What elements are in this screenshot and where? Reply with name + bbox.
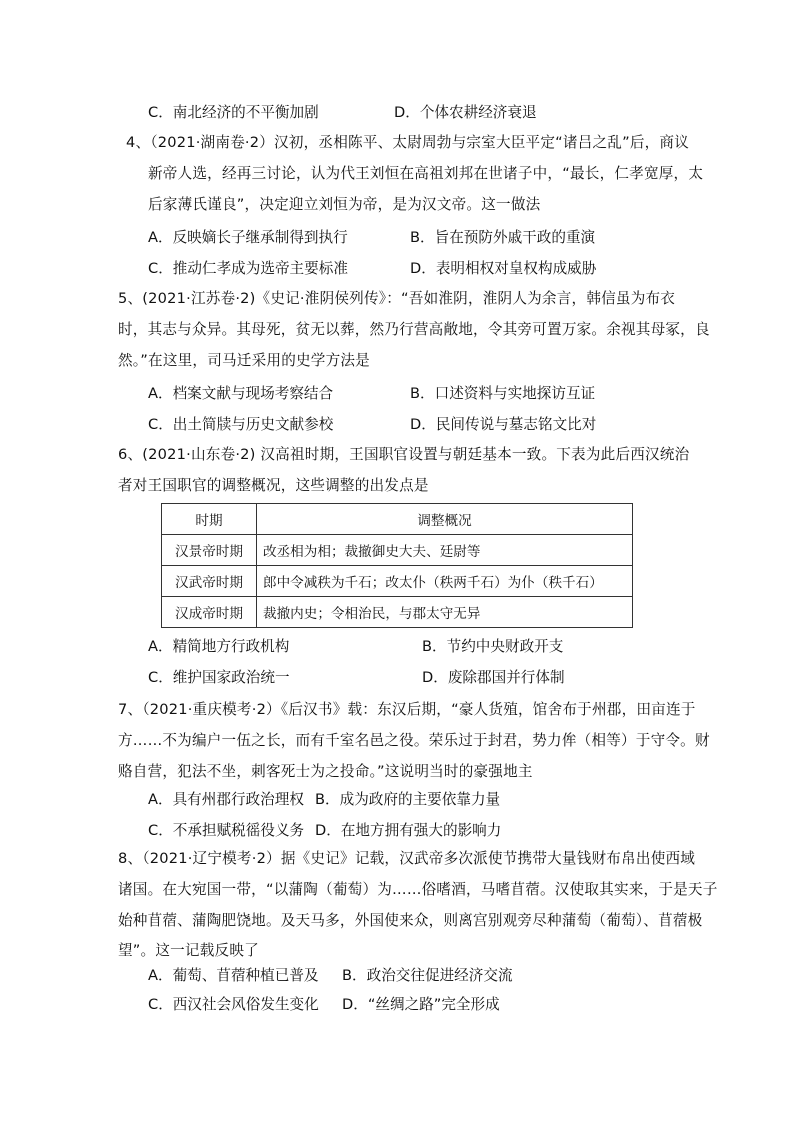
q3-option-c: C．南北经济的不平衡加剧 (148, 104, 319, 121)
q8-stem-line-1: 8、（2021·辽宁模考·2）据《史记》记载，汉武帝多次派使节携带大量钱财布帛出使西域 (118, 850, 696, 867)
q5-stem-line-2: 时，其志与众异。其母死，贫无以葬，然乃行营高敞地，令其旁可置万家。余视其母冢，良 (118, 321, 710, 338)
q6-option-b: B．节约中央财政开支 (422, 638, 564, 655)
q4-option-d: D．表明相权对皇权构成威胁 (410, 260, 597, 277)
q4-option-b: B．旨在预防外戚干政的重演 (410, 229, 596, 246)
q8-stem-line-4: 望”。这一记载反映了 (118, 942, 259, 959)
q7-option-c: C．不承担赋税徭役义务 (148, 822, 305, 839)
q8-option-b: B．政治交往促进经济交流 (342, 967, 513, 984)
table-row (162, 566, 633, 597)
q7-stem-line-3: 赂自营，犯法不坐，刺客死士为之投命。”这说明当时的豪强地主 (118, 763, 533, 780)
table-header-row (162, 504, 633, 535)
table-cell-period: 汉武帝时期 (162, 566, 257, 597)
q8-option-d: D．“丝绸之路”完全形成 (342, 996, 500, 1013)
q4-stem-line-1: 4、（2021·湖南卷·2）汉初，丞相陈平、太尉周勃与宗室大臣平定“诸吕之乱”后，商议 (126, 134, 690, 151)
q8-option-a: A．葡萄、苜蓿种植已普及 (148, 967, 319, 984)
q4-stem-line-3: 后家薄氏谨良”，决定迎立刘恒为帝，是为汉文帝。这一做法 (148, 196, 541, 213)
q6-stem-line-2: 者对王国职官的调整概况，这些调整的出发点是 (118, 477, 429, 494)
q7-option-d: D．在地方拥有强大的影响力 (315, 822, 502, 839)
table-row (162, 535, 633, 566)
q6-option-d: D．废除郡国并行体制 (422, 669, 565, 686)
table-cell-summary: 改丞相为相；裁撤御史大夫、廷尉等 (257, 535, 633, 566)
q6-stem-line-1: 6、(2021·山东卷·2) 汉高祖时期，王国职官设置与朝廷基本一致。下表为此后西汉统治 (118, 446, 690, 463)
adjustment-table (161, 503, 633, 628)
q4-option-a: A．反映嫡长子继承制得到执行 (148, 229, 348, 246)
table-cell-period: 汉景帝时期 (162, 535, 257, 566)
q7-stem-line-2: 方……不为编户一伍之长，而有千室名邑之役。荣乐过于封君，势力侔（相等）于守令。财 (118, 732, 710, 749)
q6-option-a: A．精简地方行政机构 (148, 638, 290, 655)
q8-stem-line-2: 诸国。在大宛国一带，“以蒲陶（葡萄）为……俗嗜酒，马嗜苜蓿。汉使取其实来，于是天子 (118, 881, 718, 898)
table-row (162, 597, 633, 628)
table-cell-summary: 裁撤内史；令相治民，与郡太守无异 (257, 597, 633, 628)
q4-option-c: C．推动仁孝成为选帝主要标准 (148, 260, 348, 277)
q3-option-d: D．个体农耕经济衰退 (394, 104, 537, 121)
q5-option-d: D．民间传说与墓志铭文比对 (410, 416, 597, 433)
q5-stem-line-1: 5、(2021·江苏卷·2)《史记·淮阴侯列传》：“吾如淮阴，淮阴人为余言，韩信虽为布衣 (118, 290, 676, 307)
table-cell-summary: 郎中令减秩为千石；改太仆（秩两千石）为仆（秩千石） (257, 566, 633, 597)
table-cell-period: 汉成帝时期 (162, 597, 257, 628)
table-header-summary: 调整概况 (257, 504, 633, 535)
table-header-period: 时期 (162, 504, 257, 535)
q5-option-a: A．档案文献与现场考察结合 (148, 385, 334, 402)
q8-stem-line-3: 始种苜蓿、蒲陶肥饶地。及天马多，外国使来众，则离宫别观旁尽种蒲萄（葡萄）、苜蓿极 (118, 912, 703, 929)
q5-option-c: C．出土简牍与历史文献参校 (148, 416, 334, 433)
q5-stem-line-3: 然。”在这里，司马迁采用的史学方法是 (118, 352, 370, 369)
q7-stem-line-1: 7、（2021·重庆模考·2）《后汉书》载：东汉后期，“豪人货殖，馆舍布于州郡，田亩连于 (118, 701, 696, 718)
q5-option-b: B．口述资料与实地探访互证 (410, 385, 596, 402)
q7-option-a: A．具有州郡行政治理权 (148, 791, 304, 808)
q6-option-c: C．维护国家政治统一 (148, 669, 290, 686)
q8-option-c: C．西汉社会风俗发生变化 (148, 996, 319, 1013)
q7-option-b: B．成为政府的主要依靠力量 (315, 791, 501, 808)
q4-stem-line-2: 新帝人选，经再三讨论，认为代王刘恒在高祖刘邦在世诸子中，“最长，仁孝宽厚，太 (148, 165, 704, 182)
